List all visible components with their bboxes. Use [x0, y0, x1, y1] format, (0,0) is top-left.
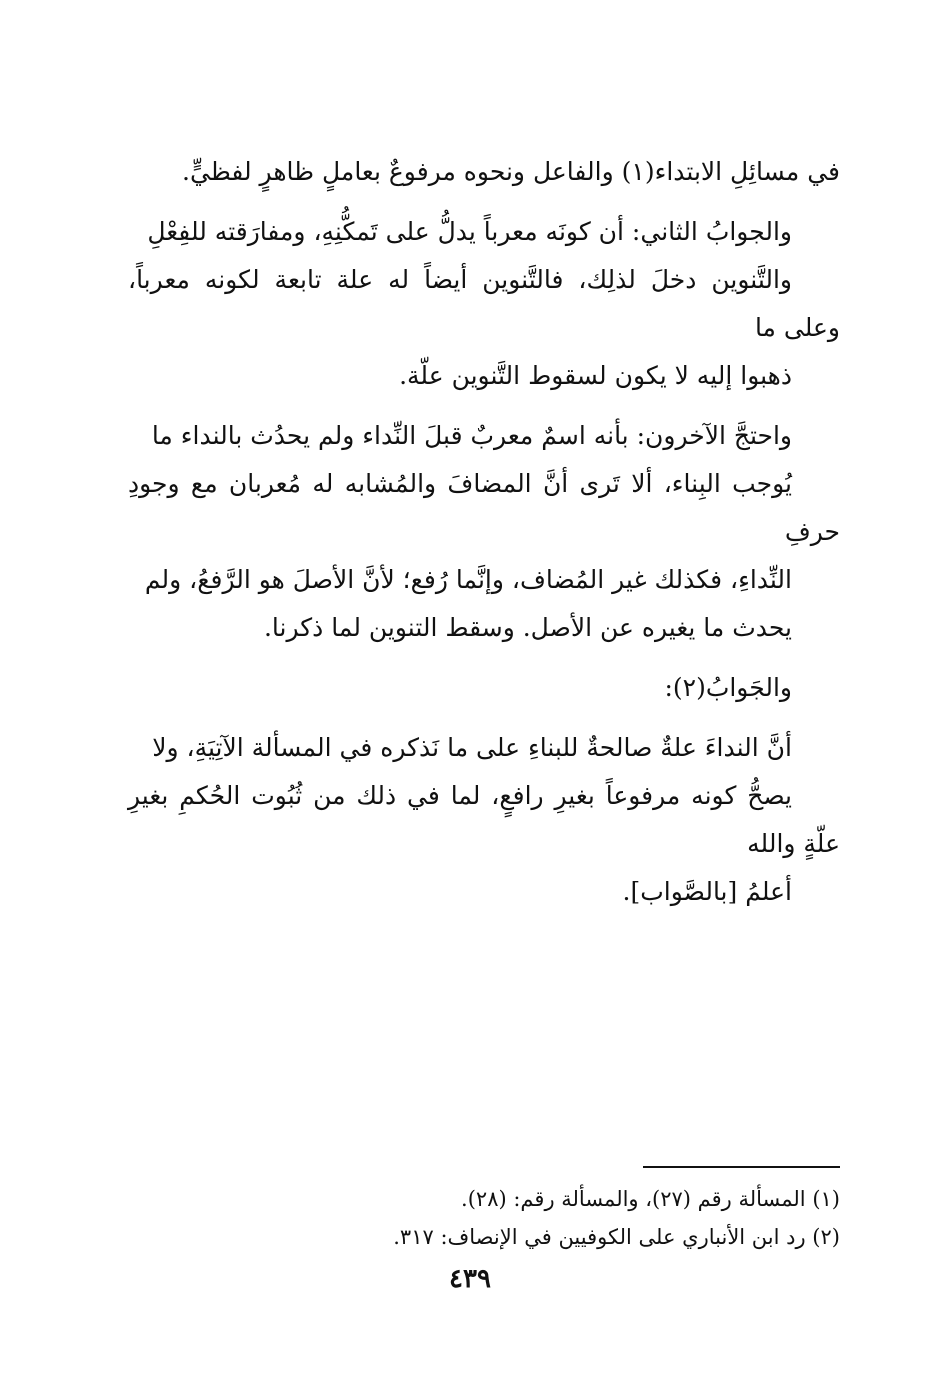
paragraph-2 — [128, 208, 840, 400]
paragraph-5 — [128, 724, 840, 916]
paragraph-3 — [128, 412, 840, 652]
text-line: يحدث ما يغيره عن الأصل. وسقط التنوين لما ذكرنا. — [263, 613, 792, 642]
text-line: أعلمُ [بالصَّواب]. — [622, 877, 792, 906]
text-line: النِّداءِ، فكذلك غير المُضاف، وإنَّما رُفع؛ لأنَّ الأصلَ هو الرَّفعُ، ولم — [144, 565, 792, 594]
text-line: والجوابُ الثاني: أن كونَه معرباً يدلُّ على تَمكُّنِهِ، ومفارَقته للفِعْلِ — [147, 217, 792, 246]
paragraph-1 — [128, 148, 840, 196]
paragraph-4 — [128, 664, 840, 712]
text-line: واحتجَّ الآخرون: بأنه اسمٌ معربٌ قبلَ النِّداء ولم يحدُث بالنداء ما — [151, 421, 792, 450]
text-line: ذهبوا إليه لا يكون لسقوط التَّنوين علّة. — [399, 361, 792, 390]
footnote-1: (١) المسألة رقم (٢٧)، والمسألة رقم: (٢٨). — [461, 1187, 840, 1211]
text-line: والتَّنوين دخلَ لذلِك، فالتَّنوين أيضاً له علة تابعة لكونه معرباً، وعلى ما — [128, 265, 840, 342]
footnote-2: (٢) رد ابن الأنباري على الكوفيين في الإنصاف: ٣١٧. — [393, 1225, 840, 1249]
footnotes — [128, 1180, 840, 1256]
text-line: في مسائِلِ الابتداء(١) والفاعل ونحوه مرفوعٌ بعاملٍ ظاهرٍ لفظيٍّ. — [182, 157, 840, 186]
page-number: ٤٣٩ — [449, 1264, 491, 1294]
text-line: والجَوابُ(٢): — [664, 673, 792, 702]
footnote-divider — [643, 1166, 840, 1168]
text-line: يصحُّ كونه مرفوعاً بغيرِ رافعٍ، لما في ذلك من ثُبُوت الحُكمِ بغيرِ علّةٍ والله — [128, 781, 840, 858]
main-text — [128, 148, 840, 928]
text-line: يُوجب البِناء، ألا تَرى أنَّ المضافَ والمُشابه له مُعربان مع وجودِ حرفِ — [128, 469, 840, 546]
text-line: أنَّ النداءَ علةٌ صالحةٌ للبناءِ على ما نَذكره في المسألة الآتِيَةِ، ولا — [152, 733, 792, 762]
